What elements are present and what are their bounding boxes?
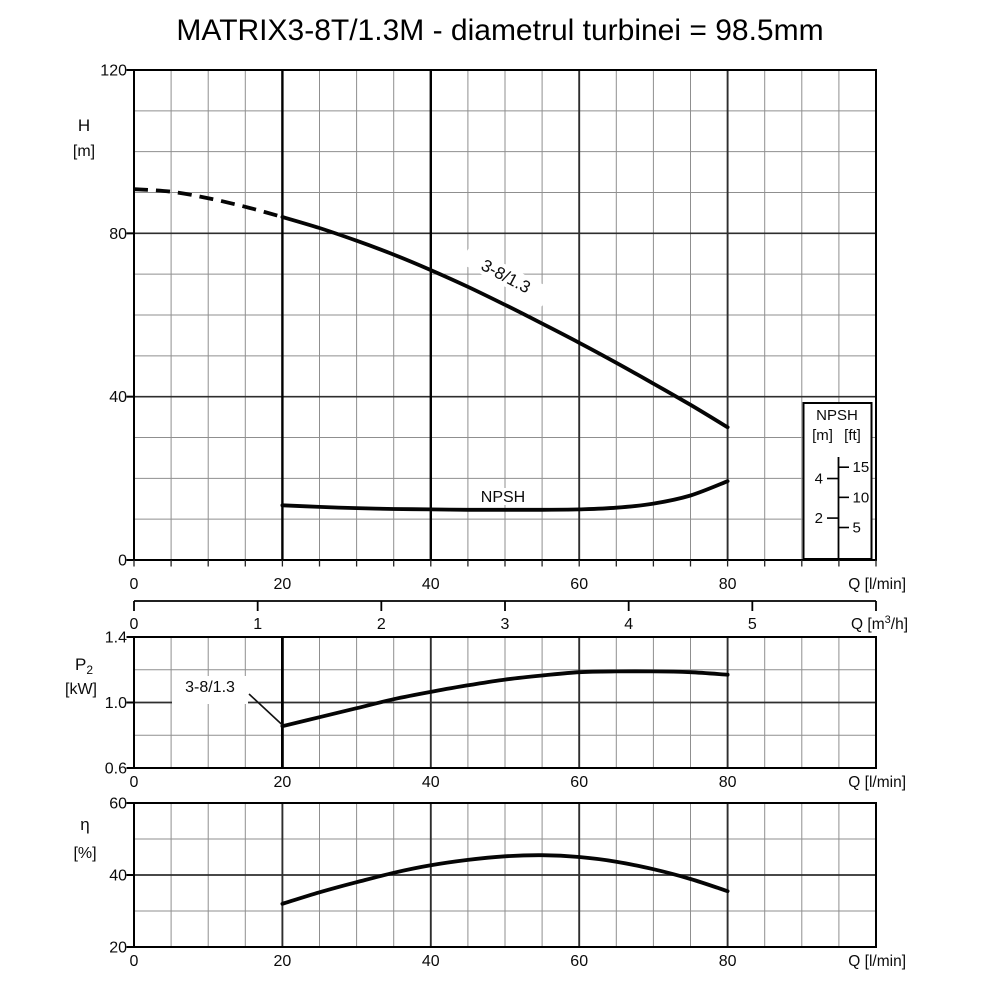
y-tick-label: 1.4 [104, 629, 127, 647]
y-tick-label: 60 [109, 795, 127, 813]
npsh-ft-tick-label: 5 [852, 519, 861, 537]
x-tick-label: 0 [129, 576, 139, 593]
x2-tick-label: 3 [500, 616, 510, 633]
x-tick-label: 20 [273, 576, 292, 593]
chart-title: MATRIX3-8T/1.3M - diametrul turbinei = 98.5mm [176, 14, 824, 47]
y-tick-label: 40 [109, 867, 127, 885]
x-tick-label: 40 [421, 953, 440, 970]
head-plot-labels [100, 63, 906, 594]
head-axis-unit: [m] [72, 143, 96, 160]
y-tick-label: 0 [118, 552, 127, 570]
x-axis-unit-label: Q [l/min] [848, 953, 906, 970]
npsh-legend-unit-ft: [ft] [844, 427, 861, 444]
x2-tick-label: 1 [253, 616, 263, 633]
x-axis-unit-label: Q [l/min] [848, 774, 906, 791]
power-axis-title: $P_2$ [74, 655, 94, 677]
x-tick-label: 80 [718, 953, 737, 970]
head-plot [100, 63, 906, 594]
npsh-curve-label: NPSH [480, 489, 526, 506]
x-tick-label: 60 [570, 774, 589, 791]
x2-tick-label: 2 [376, 616, 386, 633]
y-tick-label: 40 [109, 389, 127, 407]
efficiency-axis-title: η [80, 815, 90, 834]
npsh-m-tick-label: 4 [814, 470, 823, 488]
curve-annotations [172, 246, 551, 725]
npsh-legend-unit-m: [m] [812, 427, 833, 444]
x-tick-label: 80 [718, 576, 737, 593]
x2-tick-label: 5 [747, 616, 757, 633]
x-tick-label: 20 [273, 774, 292, 791]
x-tick-label: 60 [570, 576, 589, 593]
npsh-legend [804, 403, 872, 559]
x-tick-label: 0 [129, 774, 139, 791]
efficiency-axis-unit: [%] [73, 845, 97, 862]
power-plot-ticks [127, 637, 135, 768]
npsh-ft-tick-label: 10 [852, 489, 870, 507]
y-tick-label: 1.0 [104, 695, 127, 712]
x2-tick-label: 4 [624, 616, 634, 633]
power-axis-unit: [kW] [65, 681, 97, 698]
head-curve-label: 3-8/1.3 [477, 255, 534, 298]
y-tick-label: 80 [109, 225, 127, 243]
power-curve-label: 3-8/1.3 [185, 679, 235, 696]
y-tick-label: 20 [109, 939, 127, 957]
x2-axis-unit-label: Q $[m^3/h]$ [851, 614, 908, 633]
x2-tick-label: 0 [129, 616, 139, 633]
secondary-axis-m3h [130, 601, 908, 633]
y-tick-label: 120 [100, 62, 127, 80]
y-tick-label: 0.6 [104, 760, 127, 778]
npsh-legend-title: NPSH [816, 407, 858, 424]
axis-titles [65, 116, 97, 862]
efficiency-plot [109, 796, 906, 971]
head-plot-minor-grid [134, 70, 876, 560]
x-tick-label: 40 [421, 576, 440, 593]
x-tick-label: 20 [273, 953, 292, 970]
head-axis-title: H [77, 116, 91, 135]
x-tick-label: 0 [129, 953, 139, 970]
x-tick-label: 40 [421, 774, 440, 791]
npsh-m-tick-label: 2 [814, 510, 823, 528]
x-tick-label: 80 [718, 774, 737, 791]
power-plot [105, 630, 906, 792]
efficiency-plot-ticks [127, 803, 135, 947]
x-tick-label: 60 [570, 953, 589, 970]
npsh-ft-tick-label: 15 [852, 459, 870, 477]
efficiency-plot-labels [109, 796, 906, 971]
head-curve-label-group [461, 246, 552, 307]
x-axis-unit-label: Q [l/min] [848, 576, 906, 593]
